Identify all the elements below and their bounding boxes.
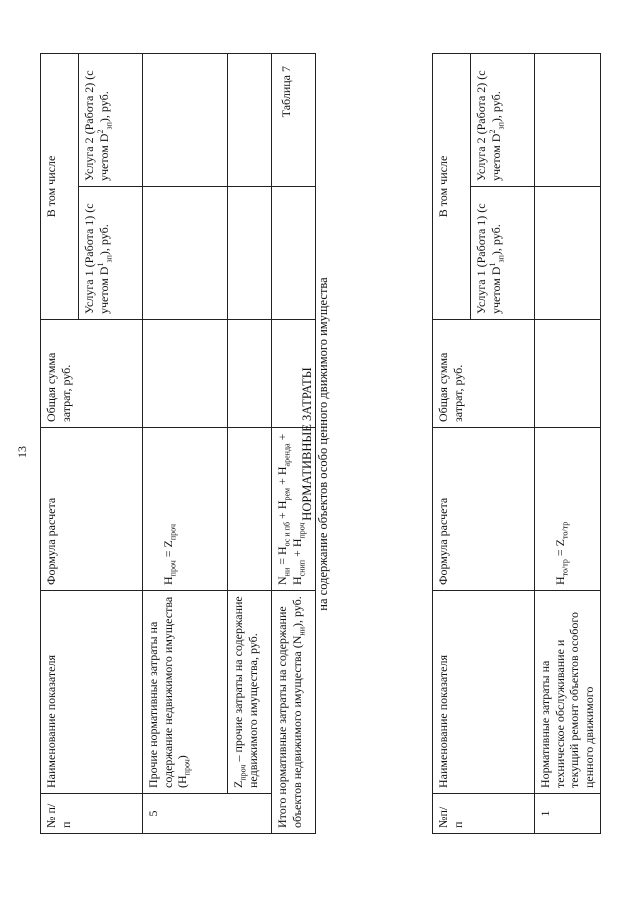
row-total <box>535 320 601 428</box>
header-including: В том числе <box>41 54 79 320</box>
header-total: Общая сумма затрат, руб. <box>41 320 143 428</box>
movable-property-costs-table <box>432 53 601 834</box>
row-service1 <box>143 187 228 320</box>
header-name: Наименование показателя <box>41 591 143 794</box>
table-number: Таблица 7 <box>279 66 293 118</box>
header-formula: Формула расчета <box>41 428 143 591</box>
row-total-formula: $N_{ни} = Н_{ос и пб} + Н_{рем} + Н_{аренда} + Н_{снип} + Н_{проч}$ <box>272 428 316 591</box>
row-service2 <box>143 54 228 187</box>
row-service1 <box>535 187 601 320</box>
row-total <box>228 320 272 428</box>
row-formula <box>228 428 272 591</box>
row-service2 <box>228 54 272 187</box>
header-formula: Формула расчета <box>433 428 535 591</box>
page-number: 13 <box>15 446 29 458</box>
row-note: $Z_{проч}$ – прочие затраты на содержание недвижимого имущества, руб. <box>228 591 272 794</box>
table-row <box>228 54 272 834</box>
header-service2: Услуга 2 (Работа 2) (с учетом $D^2_{зп}$), руб. <box>79 54 143 187</box>
row-num: 5 <box>143 794 272 834</box>
row-name: Нормативные затраты на техническое обслуживание и текущий ремонт объектов особого ценного движимого <box>535 591 601 794</box>
header-num: № п/п <box>41 794 143 834</box>
header-service1: Услуга 1 (Работа 1) (с учетом $D^1_{зп}$), руб. <box>471 187 535 320</box>
header-total: Общая сумма затрат, руб. <box>433 320 535 428</box>
row-service1 <box>228 187 272 320</box>
row-formula: $Н_{то/тр} = Z_{то/тр}$ <box>535 428 601 591</box>
section-subtitle: на содержание объектов особо ценного движимого имущества <box>316 277 330 611</box>
table-header-row <box>433 54 471 834</box>
table-row <box>535 54 601 834</box>
header-name: Наименование показателя <box>433 591 535 794</box>
table-row <box>143 54 228 834</box>
row-service2 <box>535 54 601 187</box>
row-name: Прочие нормативные затраты на содержание недвижимого имущества $(Н_{проч})$ <box>143 591 228 794</box>
real-estate-costs-table <box>40 53 316 834</box>
section-title: НОРМАТИВНЫЕ ЗАТРАТЫ <box>300 367 314 521</box>
header-including: В том числе <box>433 54 471 320</box>
row-num: 1 <box>535 794 601 834</box>
row-total <box>143 320 228 428</box>
table-header-row <box>41 54 79 834</box>
header-service1: Услуга 1 (Работа 1) (с учетом $D^1_{зп}$), руб. <box>79 187 143 320</box>
row-total-label: Итого нормативные затраты на содержание объектов недвижимого имущества $(N_{ни})$, руб. <box>272 591 316 834</box>
row-formula: $Н_{проч} = Z_{проч}$ <box>143 428 228 591</box>
header-num: №п/ п <box>433 794 535 834</box>
header-service2: Услуга 2 (Работа 2) (с учетом $D^2_{зп}$), руб. <box>471 54 535 187</box>
